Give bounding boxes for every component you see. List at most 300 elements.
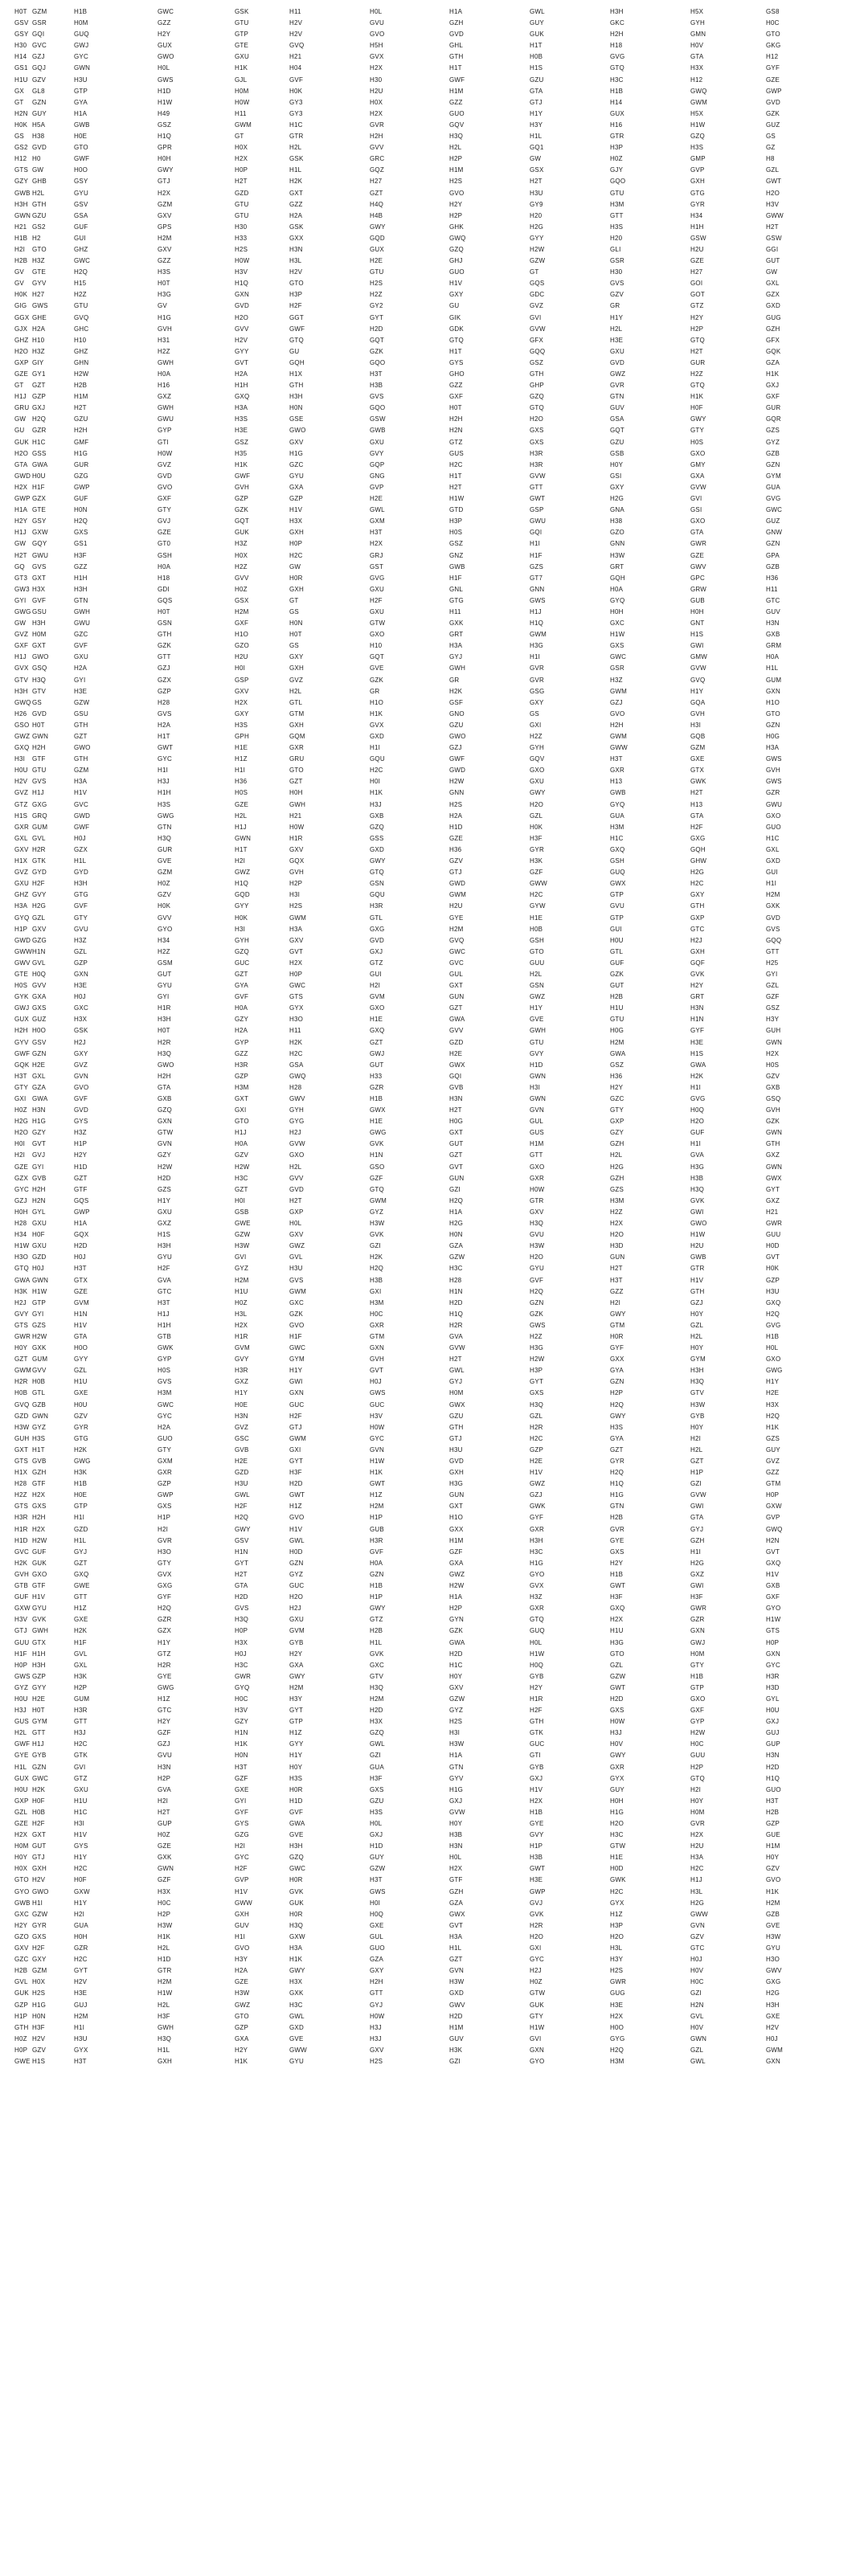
grid-cell: GHO: [449, 370, 465, 378]
grid-cell: H1W: [530, 1650, 545, 1658]
grid-cell: H0G: [610, 1027, 624, 1035]
grid-cell: GT0: [158, 540, 171, 548]
grid-row: [0, 313, 868, 324]
grid-cell: GZY: [14, 178, 29, 186]
grid-cell: GXH: [32, 1865, 47, 1873]
grid-cell: H1O: [235, 631, 249, 639]
grid-cell: GWP: [14, 495, 31, 503]
grid-cell: GXU: [370, 585, 384, 593]
grid-cell: GHK: [449, 223, 464, 231]
grid-cell: H0M: [449, 1389, 464, 1397]
grid-cell: GUY: [530, 19, 544, 27]
grid-cell: GXK: [289, 1989, 304, 1997]
grid-cell: H1X: [14, 857, 28, 865]
grid-cell: GWA: [14, 1276, 31, 1284]
grid-cell: GXL: [766, 280, 780, 288]
grid-cell: GUY: [32, 109, 47, 117]
grid-cell: GTE: [14, 970, 29, 978]
grid-cell: GW: [530, 155, 542, 163]
grid-cell: H0A: [766, 653, 780, 661]
grid-cell: H0U: [610, 936, 624, 944]
grid-cell: H2Q: [235, 1514, 249, 1522]
grid-cell: GUS: [14, 1718, 29, 1726]
grid-cell: GXN: [289, 1389, 304, 1397]
grid-cell: GYP: [158, 427, 172, 435]
grid-cell: H11: [289, 8, 301, 15]
grid-cell: GWA: [32, 460, 48, 468]
grid-cell: H0S: [690, 438, 704, 446]
grid-row: [0, 176, 868, 187]
grid-cell: GNO: [449, 709, 465, 718]
grid-cell: GS: [289, 642, 299, 650]
grid-cell: GVJ: [32, 1151, 46, 1159]
grid-cell: GVZ: [14, 631, 29, 639]
grid-cell: GWJ: [14, 1004, 30, 1012]
grid-cell: GUR: [74, 460, 89, 468]
grid-cell: GWY: [158, 166, 174, 174]
grid-cell: GVR: [610, 382, 624, 390]
grid-cell: H3A: [14, 902, 28, 910]
grid-cell: GXJ: [370, 1831, 383, 1839]
grid-cell: GTO: [766, 31, 780, 39]
grid-cell: GTV: [370, 1672, 384, 1680]
grid-row: [0, 1796, 868, 1807]
grid-cell: H3E: [74, 687, 88, 695]
grid-cell: H2M: [158, 234, 172, 242]
grid-cell: GWM: [766, 2046, 784, 2054]
grid-cell: H2Y: [449, 200, 463, 208]
grid-cell: GYU: [32, 1605, 47, 1613]
grid-cell: GZP: [235, 495, 249, 503]
grid-row: [0, 1965, 868, 1977]
grid-cell: GZT: [370, 1038, 383, 1046]
grid-cell: H1X: [14, 1469, 28, 1477]
grid-cell: H2X: [370, 109, 383, 117]
grid-cell: H2Y: [158, 1718, 171, 1726]
grid-cell: H2F: [289, 1412, 302, 1420]
grid-cell: GVK: [690, 1196, 705, 1204]
grid-cell: GZV: [610, 291, 624, 299]
grid-cell: H2K: [14, 1559, 28, 1567]
grid-cell: H2Q: [158, 1605, 172, 1613]
grid-cell: GXE: [370, 1921, 384, 1929]
grid-cell: H3K: [74, 1469, 88, 1477]
grid-cell: H3Z: [32, 347, 45, 355]
grid-cell: H0M: [14, 1842, 29, 1850]
grid-cell: GRT: [449, 631, 464, 639]
grid-cell: GYS: [235, 1820, 249, 1827]
grid-cell: GWM: [14, 1367, 32, 1375]
grid-cell: GWK: [530, 1503, 546, 1511]
grid-cell: GVV: [235, 325, 249, 333]
grid-cell: GYO: [530, 2057, 545, 2065]
grid-cell: H1J: [32, 1740, 44, 1748]
grid-cell: H0U: [74, 1400, 88, 1409]
grid-cell: GTQ: [530, 1616, 544, 1624]
grid-row: [0, 1229, 868, 1241]
grid-cell: GY2: [370, 302, 383, 310]
grid-cell: GTY: [74, 914, 88, 922]
grid-cell: H3Q: [289, 1921, 304, 1929]
grid-cell: GQJ: [32, 64, 47, 72]
grid-cell: H2E: [235, 1458, 248, 1465]
grid-cell: H0Z: [235, 1298, 248, 1306]
grid-cell: H2D: [610, 1695, 624, 1703]
grid-cell: H3N: [32, 1106, 46, 1114]
grid-cell: GYC: [74, 53, 88, 61]
grid-cell: H2I: [370, 982, 381, 990]
grid-cell: H3H: [610, 8, 624, 15]
grid-cell: GDC: [530, 291, 545, 299]
grid-cell: GZD: [235, 189, 249, 197]
grid-cell: GVF: [289, 1808, 304, 1816]
grid-cell: H0X: [370, 98, 383, 106]
grid-cell: GXG: [766, 1978, 781, 1986]
grid-cell: GVE: [530, 1016, 544, 1024]
grid-cell: H1Z: [289, 1503, 302, 1511]
grid-cell: GZP: [766, 1276, 780, 1284]
grid-cell: H49: [158, 109, 170, 117]
grid-cell: H3Z: [32, 257, 45, 265]
grid-cell: H1D: [158, 87, 171, 95]
grid-cell: H2R: [530, 1921, 543, 1929]
grid-cell: H0C: [370, 1310, 383, 1318]
grid-cell: GXQ: [370, 1027, 385, 1035]
grid-cell: GWK: [158, 1344, 174, 1352]
grid-cell: H3W: [530, 1242, 545, 1250]
grid-cell: GTX: [32, 1638, 47, 1646]
grid-cell: GWG: [14, 607, 31, 615]
grid-row: [0, 437, 868, 448]
grid-cell: H3M: [610, 200, 624, 208]
grid-cell: H2F: [235, 1865, 248, 1873]
grid-cell: H1B: [74, 8, 88, 15]
grid-cell: GTH: [766, 1140, 780, 1148]
grid-cell: GXO: [370, 1004, 385, 1012]
grid-cell: GZW: [370, 1865, 386, 1873]
grid-cell: H2S: [235, 245, 248, 253]
grid-cell: GSZ: [610, 1061, 624, 1069]
grid-cell: GTH: [32, 200, 47, 208]
grid-cell: GTR: [289, 133, 304, 141]
grid-row: [0, 969, 868, 980]
grid-cell: GYB: [690, 1412, 705, 1420]
grid-cell: GWA: [32, 1095, 48, 1102]
grid-cell: GVF: [74, 642, 88, 650]
grid-cell: GZN: [530, 1298, 544, 1306]
grid-row: [0, 527, 868, 538]
grid-cell: GZP: [32, 1672, 47, 1680]
grid-cell: GVD: [235, 302, 249, 310]
grid-cell: GTO: [74, 144, 88, 152]
grid-cell: H0O: [74, 166, 88, 174]
grid-cell: H2E: [449, 1049, 463, 1057]
grid-cell: GXZ: [158, 1220, 172, 1228]
grid-cell: GS1: [74, 540, 88, 548]
grid-cell: GRW: [690, 585, 707, 593]
grid-cell: GYU: [74, 189, 88, 197]
grid-cell: H3K: [14, 1287, 28, 1295]
grid-cell: GUK: [235, 529, 249, 537]
grid-cell: GZP: [74, 959, 88, 967]
grid-cell: H2Y: [158, 31, 171, 39]
grid-cell: GPR: [158, 144, 172, 152]
grid-cell: GZZ: [766, 1469, 780, 1477]
grid-cell: GVD: [449, 1458, 464, 1465]
grid-cell: GTO: [14, 1876, 29, 1884]
grid-cell: H2H: [610, 721, 624, 729]
grid-row: [0, 754, 868, 765]
grid-cell: GUI: [766, 869, 778, 877]
grid-cell: H0Y: [690, 1310, 704, 1318]
grid-cell: GVS: [158, 709, 172, 718]
grid-cell: H1B: [766, 1332, 780, 1340]
grid-cell: GYZ: [289, 1570, 304, 1578]
grid-row: [0, 1400, 868, 1411]
grid-cell: H1Y: [289, 1367, 303, 1375]
grid-cell: GTO: [766, 709, 780, 718]
grid-cell: GTN: [74, 596, 88, 604]
grid-cell: H0Q: [690, 1106, 705, 1114]
grid-row: [0, 584, 868, 595]
grid-row: [0, 562, 868, 573]
grid-cell: GIK: [449, 313, 461, 321]
grid-cell: GW3: [14, 585, 30, 593]
grid-cell: H2S: [289, 902, 303, 910]
grid-cell: GVI: [530, 313, 542, 321]
grid-cell: GZE: [14, 1163, 29, 1171]
grid-cell: H1R: [530, 1695, 543, 1703]
grid-cell: GXE: [690, 755, 705, 763]
grid-cell: GZE: [235, 1978, 249, 1986]
grid-cell: H1V: [690, 1276, 704, 1284]
grid-cell: GWF: [289, 325, 305, 333]
grid-cell: H0: [32, 155, 41, 163]
grid-cell: H1M: [449, 166, 464, 174]
grid-cell: GXD: [370, 845, 384, 853]
grid-row: [0, 1490, 868, 1501]
grid-cell: GVG: [690, 1095, 706, 1102]
grid-cell: H2P: [449, 211, 463, 219]
grid-cell: H2Z: [610, 1208, 623, 1216]
grid-cell: H3E: [74, 1989, 88, 1997]
grid-cell: GVW: [449, 1344, 465, 1352]
grid-cell: H1B: [610, 87, 624, 95]
grid-cell: GZZ: [158, 19, 171, 27]
grid-cell: H3H: [74, 880, 88, 888]
grid-row: [0, 482, 868, 493]
grid-cell: GVV: [449, 1027, 464, 1035]
grid-cell: H3F: [610, 1593, 623, 1601]
grid-row: [0, 2022, 868, 2034]
grid-cell: GXG: [32, 800, 47, 808]
grid-row: [0, 86, 868, 97]
grid-cell: GVQ: [289, 42, 305, 50]
grid-cell: GSK: [289, 223, 304, 231]
grid-cell: GWT: [610, 1683, 626, 1691]
grid-cell: H2S: [32, 1989, 46, 1997]
grid-cell: H2T: [74, 404, 87, 412]
grid-cell: GUI: [370, 970, 382, 978]
grid-cell: H1P: [370, 1514, 383, 1522]
grid-cell: H0L: [370, 8, 383, 15]
grid-cell: H1V: [289, 506, 303, 514]
grid-cell: H2G: [690, 1559, 705, 1567]
grid-cell: GSZ: [766, 1004, 780, 1012]
grid-cell: GTU: [610, 1016, 624, 1024]
grid-cell: H3Q: [370, 1683, 384, 1691]
grid-cell: H1U: [14, 76, 28, 84]
grid-cell: GWL: [449, 1367, 465, 1375]
grid-cell: GTE: [32, 268, 47, 276]
grid-cell: GVI: [530, 2034, 542, 2042]
grid-cell: GZT: [74, 1174, 88, 1182]
grid-cell: GVA: [158, 1276, 171, 1284]
grid-cell: H0I: [370, 1899, 381, 1907]
grid-row: [0, 1807, 868, 1818]
grid-cell: GWQ: [449, 234, 466, 242]
grid-row: [0, 63, 868, 74]
grid-cell: H1V: [32, 1593, 46, 1601]
grid-cell: GSB: [235, 1208, 249, 1216]
grid-cell: GTS: [14, 1321, 29, 1329]
grid-cell: H2C: [370, 767, 383, 775]
grid-cell: GYH: [690, 19, 705, 27]
grid-cell: GXT: [32, 574, 47, 582]
grid-cell: GZJ: [449, 744, 462, 752]
grid-cell: GUU: [690, 1752, 706, 1760]
grid-row: [0, 1909, 868, 1920]
grid-cell: H2X: [370, 540, 383, 548]
grid-cell: H2H: [449, 415, 463, 423]
grid-cell: H2H: [32, 1185, 46, 1193]
grid-cell: GZL: [766, 982, 780, 990]
grid-cell: GWN: [32, 1412, 49, 1420]
grid-cell: H2L: [235, 812, 248, 820]
grid-cell: H2W: [32, 1536, 47, 1544]
grid-cell: H3X: [235, 1638, 248, 1646]
grid-row: [0, 1863, 868, 1875]
grid-cell: GXT: [14, 1445, 29, 1454]
grid-row: [0, 980, 868, 992]
grid-cell: GVT: [289, 947, 304, 955]
grid-cell: H1O: [766, 698, 780, 706]
grid-cell: GTQ: [289, 336, 304, 344]
grid-cell: H0Y: [690, 1797, 704, 1805]
grid-cell: H1Q: [449, 1310, 464, 1318]
grid-cell: GU: [449, 302, 460, 310]
grid-cell: H1G: [530, 1559, 544, 1567]
grid-cell: H3H: [690, 1367, 704, 1375]
grid-cell: H11: [766, 585, 778, 593]
grid-row: [0, 448, 868, 460]
grid-cell: H1A: [74, 1220, 88, 1228]
grid-cell: GWO: [449, 733, 466, 740]
grid-cell: GVZ: [14, 869, 29, 877]
grid-cell: H3W: [449, 1740, 465, 1748]
grid-cell: GWX: [449, 1400, 465, 1409]
grid-row: [0, 765, 868, 776]
grid-cell: GZD: [235, 1469, 249, 1477]
grid-cell: H0H: [690, 607, 704, 615]
grid-row: [0, 822, 868, 833]
grid-cell: H2F: [32, 1820, 45, 1827]
grid-cell: H2M: [289, 1683, 304, 1691]
grid-cell: GJY: [610, 166, 624, 174]
grid-cell: H3X: [370, 1718, 383, 1726]
grid-cell: GS: [530, 709, 539, 718]
grid-cell: GXO: [289, 1151, 305, 1159]
grid-cell: GXD: [449, 1989, 464, 1997]
grid-cell: H30: [14, 42, 27, 50]
grid-cell: GQZ: [370, 166, 384, 174]
grid-cell: GSN: [158, 619, 172, 628]
grid-cell: GOI: [690, 280, 703, 288]
grid-cell: GSZ: [158, 121, 172, 129]
grid-cell: GSH: [610, 857, 624, 865]
grid-cell: GNL: [449, 585, 464, 593]
grid-cell: H3Q: [530, 1220, 544, 1228]
grid-cell: GTR: [610, 133, 624, 141]
grid-cell: GWY: [530, 789, 546, 797]
grid-cell: GUL: [530, 1118, 544, 1126]
grid-cell: H33: [370, 1072, 383, 1080]
grid-cell: GTA: [14, 460, 28, 468]
grid-cell: GZP: [289, 495, 304, 503]
grid-cell: GZC: [610, 1095, 624, 1102]
grid-cell: GZE: [158, 529, 172, 537]
grid-cell: GWS: [530, 596, 546, 604]
grid-row: [0, 6, 868, 18]
grid-cell: GW: [766, 268, 778, 276]
grid-cell: GVT: [235, 358, 249, 366]
grid-cell: H0H: [14, 1208, 28, 1216]
grid-cell: GWW: [530, 880, 547, 888]
grid-cell: GWY: [370, 223, 386, 231]
grid-cell: GZF: [766, 993, 780, 1001]
grid-cell: GXC: [14, 1910, 29, 1918]
grid-cell: GWE: [235, 1220, 251, 1228]
grid-cell: H0Z: [158, 880, 170, 888]
grid-cell: H1H: [158, 789, 171, 797]
grid-cell: GXW: [32, 529, 48, 537]
grid-cell: GTU: [32, 767, 47, 775]
grid-cell: GHZ: [74, 347, 88, 355]
grid-cell: GWF: [14, 1740, 31, 1748]
grid-cell: H28: [289, 1083, 302, 1091]
grid-cell: H2O: [14, 449, 29, 457]
grid-cell: GQK: [14, 1061, 30, 1069]
grid-cell: GZK: [610, 970, 624, 978]
grid-cell: GVS: [235, 1605, 249, 1613]
grid-cell: GVW: [690, 483, 706, 491]
grid-cell: GUX: [14, 1774, 29, 1782]
grid-cell: H3S: [370, 1808, 383, 1816]
grid-cell: GWO: [32, 653, 49, 661]
grid-cell: GWI: [690, 1582, 704, 1590]
grid-cell: GSN: [370, 880, 384, 888]
grid-cell: H0J: [74, 1253, 86, 1261]
grid-cell: GZE: [766, 76, 780, 84]
grid-cell: H2C: [74, 1956, 88, 1964]
grid-cell: H2F: [289, 302, 302, 310]
grid-cell: H3Z: [610, 676, 623, 684]
grid-cell: GUG: [766, 313, 781, 321]
grid-row: [0, 1331, 868, 1343]
grid-cell: GTZ: [14, 800, 28, 808]
grid-cell: H3D: [610, 1242, 624, 1250]
grid-cell: GVL: [74, 1650, 88, 1658]
